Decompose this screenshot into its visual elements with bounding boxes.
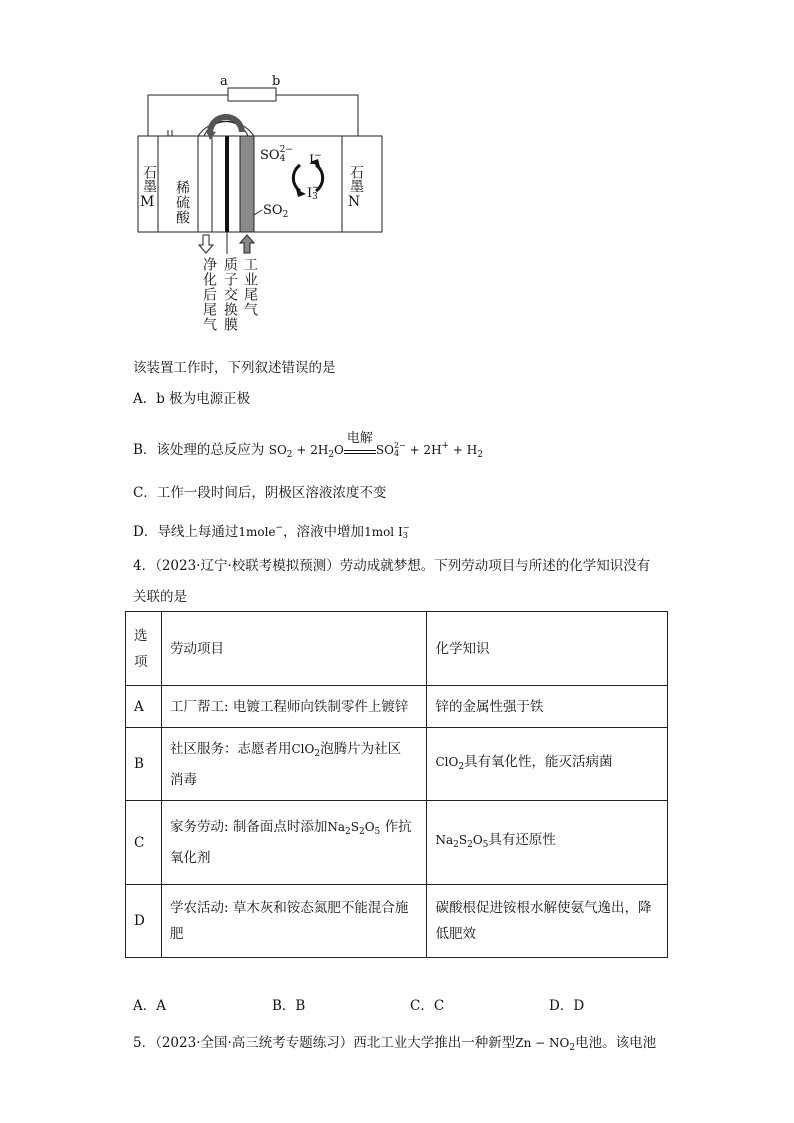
so2-label: $SO_2$ (263, 203, 289, 220)
q5-stem: 5．（2023·全国·高三统考专题练习）西北工业大学推出一种新型$Zn - NO_2$电池。该电池 (133, 1035, 657, 1053)
purified-gas-label: 净化后尾气 (201, 257, 217, 332)
q3-stem: 该装置工作时，下列叙述错误的是 (133, 360, 336, 376)
table-header-row (126, 612, 668, 686)
formula-clo2: ClO$_2$ (435, 754, 465, 772)
table-header-labor: 劳动项目 (161, 612, 426, 686)
table-row: D 学农活动: 草木灰和铵态氮肥不能混合施 肥 碳酸根促进铵根水解使氨气逸出，降 低肥效 (126, 885, 668, 958)
electrode-n-label: 石墨 N (347, 165, 364, 210)
acid-label: 稀硫酸 (174, 180, 190, 225)
inflow-arrow-icon (240, 235, 254, 253)
q4-answer-a: A．A (133, 998, 166, 1014)
formula-1mol-electron: 1mole− (238, 523, 284, 539)
q3-option-a: A．b 极为电源正极 (133, 391, 251, 407)
table-row: A 工厂帮工: 电镀工程师向铁制零件上镀锌 锌的金属性强于铁 (126, 686, 668, 728)
iodide-label: I− (309, 151, 322, 168)
label-b: b (272, 74, 281, 89)
q3-option-c: C．工作一段时间后，阴极区溶液浓度不变 (133, 485, 387, 501)
formula-na2s2o5: $Na_2S_2O_5$ (435, 833, 489, 850)
table-row: C 家务劳动: 制备面点时添加$Na_2S_2O_5$ 作抗 氧化剂 $Na_2S_2O_5$具有还原性 (126, 801, 668, 885)
q3-option-d: D．导线上每通过1mole−，溶液中增加1mol I − 3 (133, 523, 410, 540)
formula-na2s2o5: $Na_2S_2O_5$ (327, 820, 381, 837)
electrode-m-label: 石墨 M (140, 165, 157, 210)
q4-answer-d: D．D (549, 998, 585, 1014)
triiodide-label: I − 3 (307, 183, 320, 202)
formula-zn-no2: $Zn - NO_2$ (515, 1036, 576, 1053)
overall-reaction-formula: $SO_2 + 2H_2O$ 电解 SO 2− 4 + $2H^+ + H_2$ (268, 431, 483, 460)
table-header-chem: 化学知识 (427, 612, 668, 686)
q3-option-b: B．该处理的总反应为 $SO_2 + 2H_2O$ 电解 SO 2− 4 + $2H^+ + H_2$ (133, 431, 483, 460)
label-a: a (220, 74, 228, 89)
outflow-arrow-icon (199, 235, 213, 253)
q4-answer-b: B．B (272, 998, 306, 1014)
formula-1mol-i3: 1mol I − 3 (364, 523, 410, 540)
formula-clo2: ClO$_2$ (291, 741, 321, 759)
q4-answer-c: C．C (410, 998, 445, 1014)
q4-stem-line1: 4．（2023·辽宁·校联考模拟预测）劳动成就梦想。下列劳动项目与所述的化学知识没有 (133, 558, 651, 574)
q4-stem-line2: 关联的是 (133, 589, 187, 605)
labor-chemistry-table (125, 611, 668, 958)
exhaust-label: 工业尾气 (242, 257, 258, 317)
power-source-box (228, 88, 276, 101)
so4-label: SO 2− 4 (260, 145, 293, 164)
table-row: B 社区服务：志愿者用ClO$_2$泡腾片为社区 消毒 ClO$_2$具有氧化性，能灭活病菌 (126, 728, 668, 801)
membrane-label: 质子交换膜 (222, 257, 238, 332)
table-header-option: 选 项 (126, 612, 162, 686)
